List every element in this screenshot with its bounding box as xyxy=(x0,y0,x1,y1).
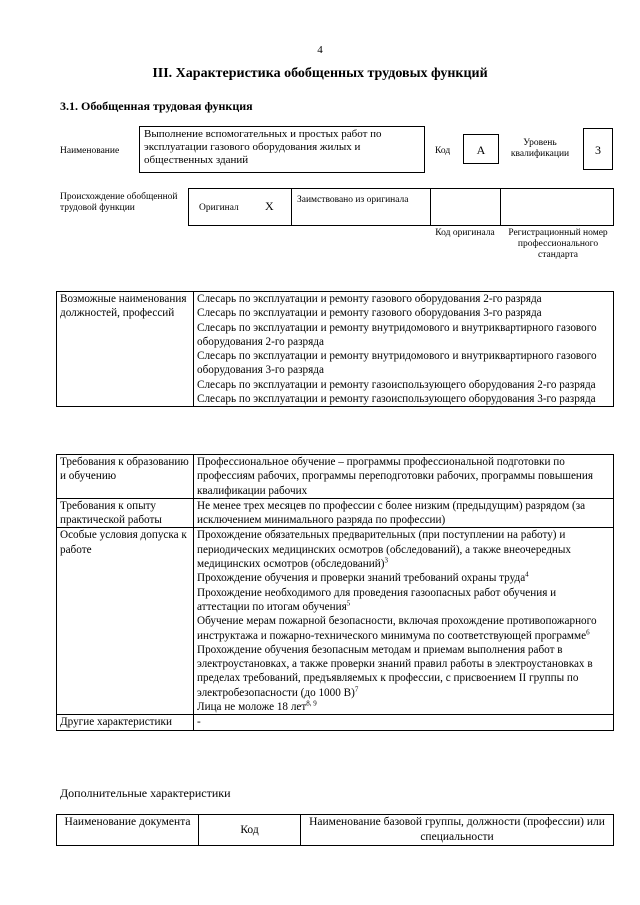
special-item: Прохождение необходимого для проведения газоопасных работ обучения и аттестации по итогам обучения$^5$ xyxy=(197,586,557,613)
original-mark: X xyxy=(265,199,274,213)
footnote-ref: 8, 9 xyxy=(306,699,317,708)
borrowed-label: Заимствовано из оригинала xyxy=(297,195,409,205)
position-item: Слесарь по эксплуатации и ремонту газового оборудования 3-го разряда xyxy=(197,307,542,320)
education-label: Требования к образованию и обучению xyxy=(57,455,194,499)
position-item: Слесарь по эксплуатации и ремонту газоиспользующего оборудования 3-го разряда xyxy=(197,393,596,406)
col-code: Код xyxy=(199,815,301,846)
col-doc: Наименование документа xyxy=(57,815,199,846)
divider xyxy=(291,189,292,225)
education-value: Профессиональное обучение – программы профессиональной подготовки по профессиям рабочих, программы переподготовки рабочих, программы повышения квалификации рабочих xyxy=(194,455,614,499)
col-group: Наименование базовой группы, должности (профессии) или специальности xyxy=(301,815,614,846)
subsection-title: 3.1. Обобщенная трудовая функция xyxy=(60,99,253,113)
special-item: Прохождение обязательных предварительных (при поступлении на работу) и периодических медицинских осмотров (обследований), а также внеочередных медицинских осмотров (обследований)$^3$ xyxy=(197,529,572,571)
special-item: Обучение мерам пожарной безопасности, включая прохождение противопожарного инструктажа и пожарно-технического минимума по соответствующей программе$^6$ xyxy=(197,615,597,642)
special-label: Особые условия допуска к работе xyxy=(57,528,194,715)
special-item: Прохождение обучения и проверки знаний требований охраны труда$^4$ xyxy=(197,570,529,585)
code-caption: Код оригинала xyxy=(435,228,495,238)
page-number: 4 xyxy=(317,44,323,56)
code-value: А xyxy=(463,134,499,164)
footnote-ref: 3 xyxy=(384,556,388,565)
divider xyxy=(430,189,431,225)
origin-table xyxy=(188,188,614,226)
special-list xyxy=(194,528,614,715)
footnote-ref: 4 xyxy=(525,570,529,579)
positions-table xyxy=(56,291,614,407)
level-label: Уровень квалификации xyxy=(510,138,570,159)
name-value: Выполнение вспомогательных и простых работ по эксплуатации газового оборудования жилых и общественных зданий xyxy=(139,126,425,173)
divider xyxy=(500,189,501,225)
additional-title: Дополнительные характеристики xyxy=(60,786,231,800)
code-label: Код xyxy=(435,146,451,156)
footnote-ref: 6 xyxy=(586,627,590,636)
origin-label: Происхождение обобщенной трудовой функции xyxy=(60,192,178,213)
footnote-ref: 7 xyxy=(354,685,359,694)
reg-caption: Регистрационный номер профессионального стандарта xyxy=(508,228,608,260)
special-item: Прохождение обучения безопасным методам и приемам выполнения работ в электроустановках, а также проверки знаний правил работы в электроустановках в пределах требований, предъявляемых к профессии, с присвоением II группы по электробезопасности (до 1000 В)$^7$ xyxy=(197,643,593,699)
footnote-ref: 5 xyxy=(346,599,351,608)
additional-table xyxy=(56,814,614,846)
special-item: Лица не моложе 18 лет$^{8, 9}$ xyxy=(197,699,317,714)
requirements-table xyxy=(56,454,614,731)
name-label: Наименование xyxy=(60,146,120,156)
position-item: Слесарь по эксплуатации и ремонту внутридомового и внутриквартирного газового оборудования 3-го разряда xyxy=(197,350,597,377)
positions-list xyxy=(194,292,614,407)
position-item: Слесарь по эксплуатации и ремонту газоиспользующего оборудования 2-го разряда xyxy=(197,378,596,391)
section-title: III. Характеристика обобщенных трудовых функций xyxy=(152,66,488,81)
other-label: Другие характеристики xyxy=(57,715,194,730)
position-item: Слесарь по эксплуатации и ремонту внутридомового и внутриквартирного газового оборудования 2-го разряда xyxy=(197,321,597,348)
experience-value: Не менее трех месяцев по профессии с более низким (предыдущим) разрядом (за исключением минимального разряда по профессии) xyxy=(194,498,614,528)
position-item: Слесарь по эксплуатации и ремонту газового оборудования 2-го разряда xyxy=(197,293,542,305)
experience-label: Требования к опыту практической работы xyxy=(57,498,194,528)
other-value: - xyxy=(194,715,614,730)
level-value: 3 xyxy=(583,128,613,170)
positions-label: Возможные наименования должностей, профессий xyxy=(57,292,194,407)
original-label: Оригинал xyxy=(199,203,239,213)
